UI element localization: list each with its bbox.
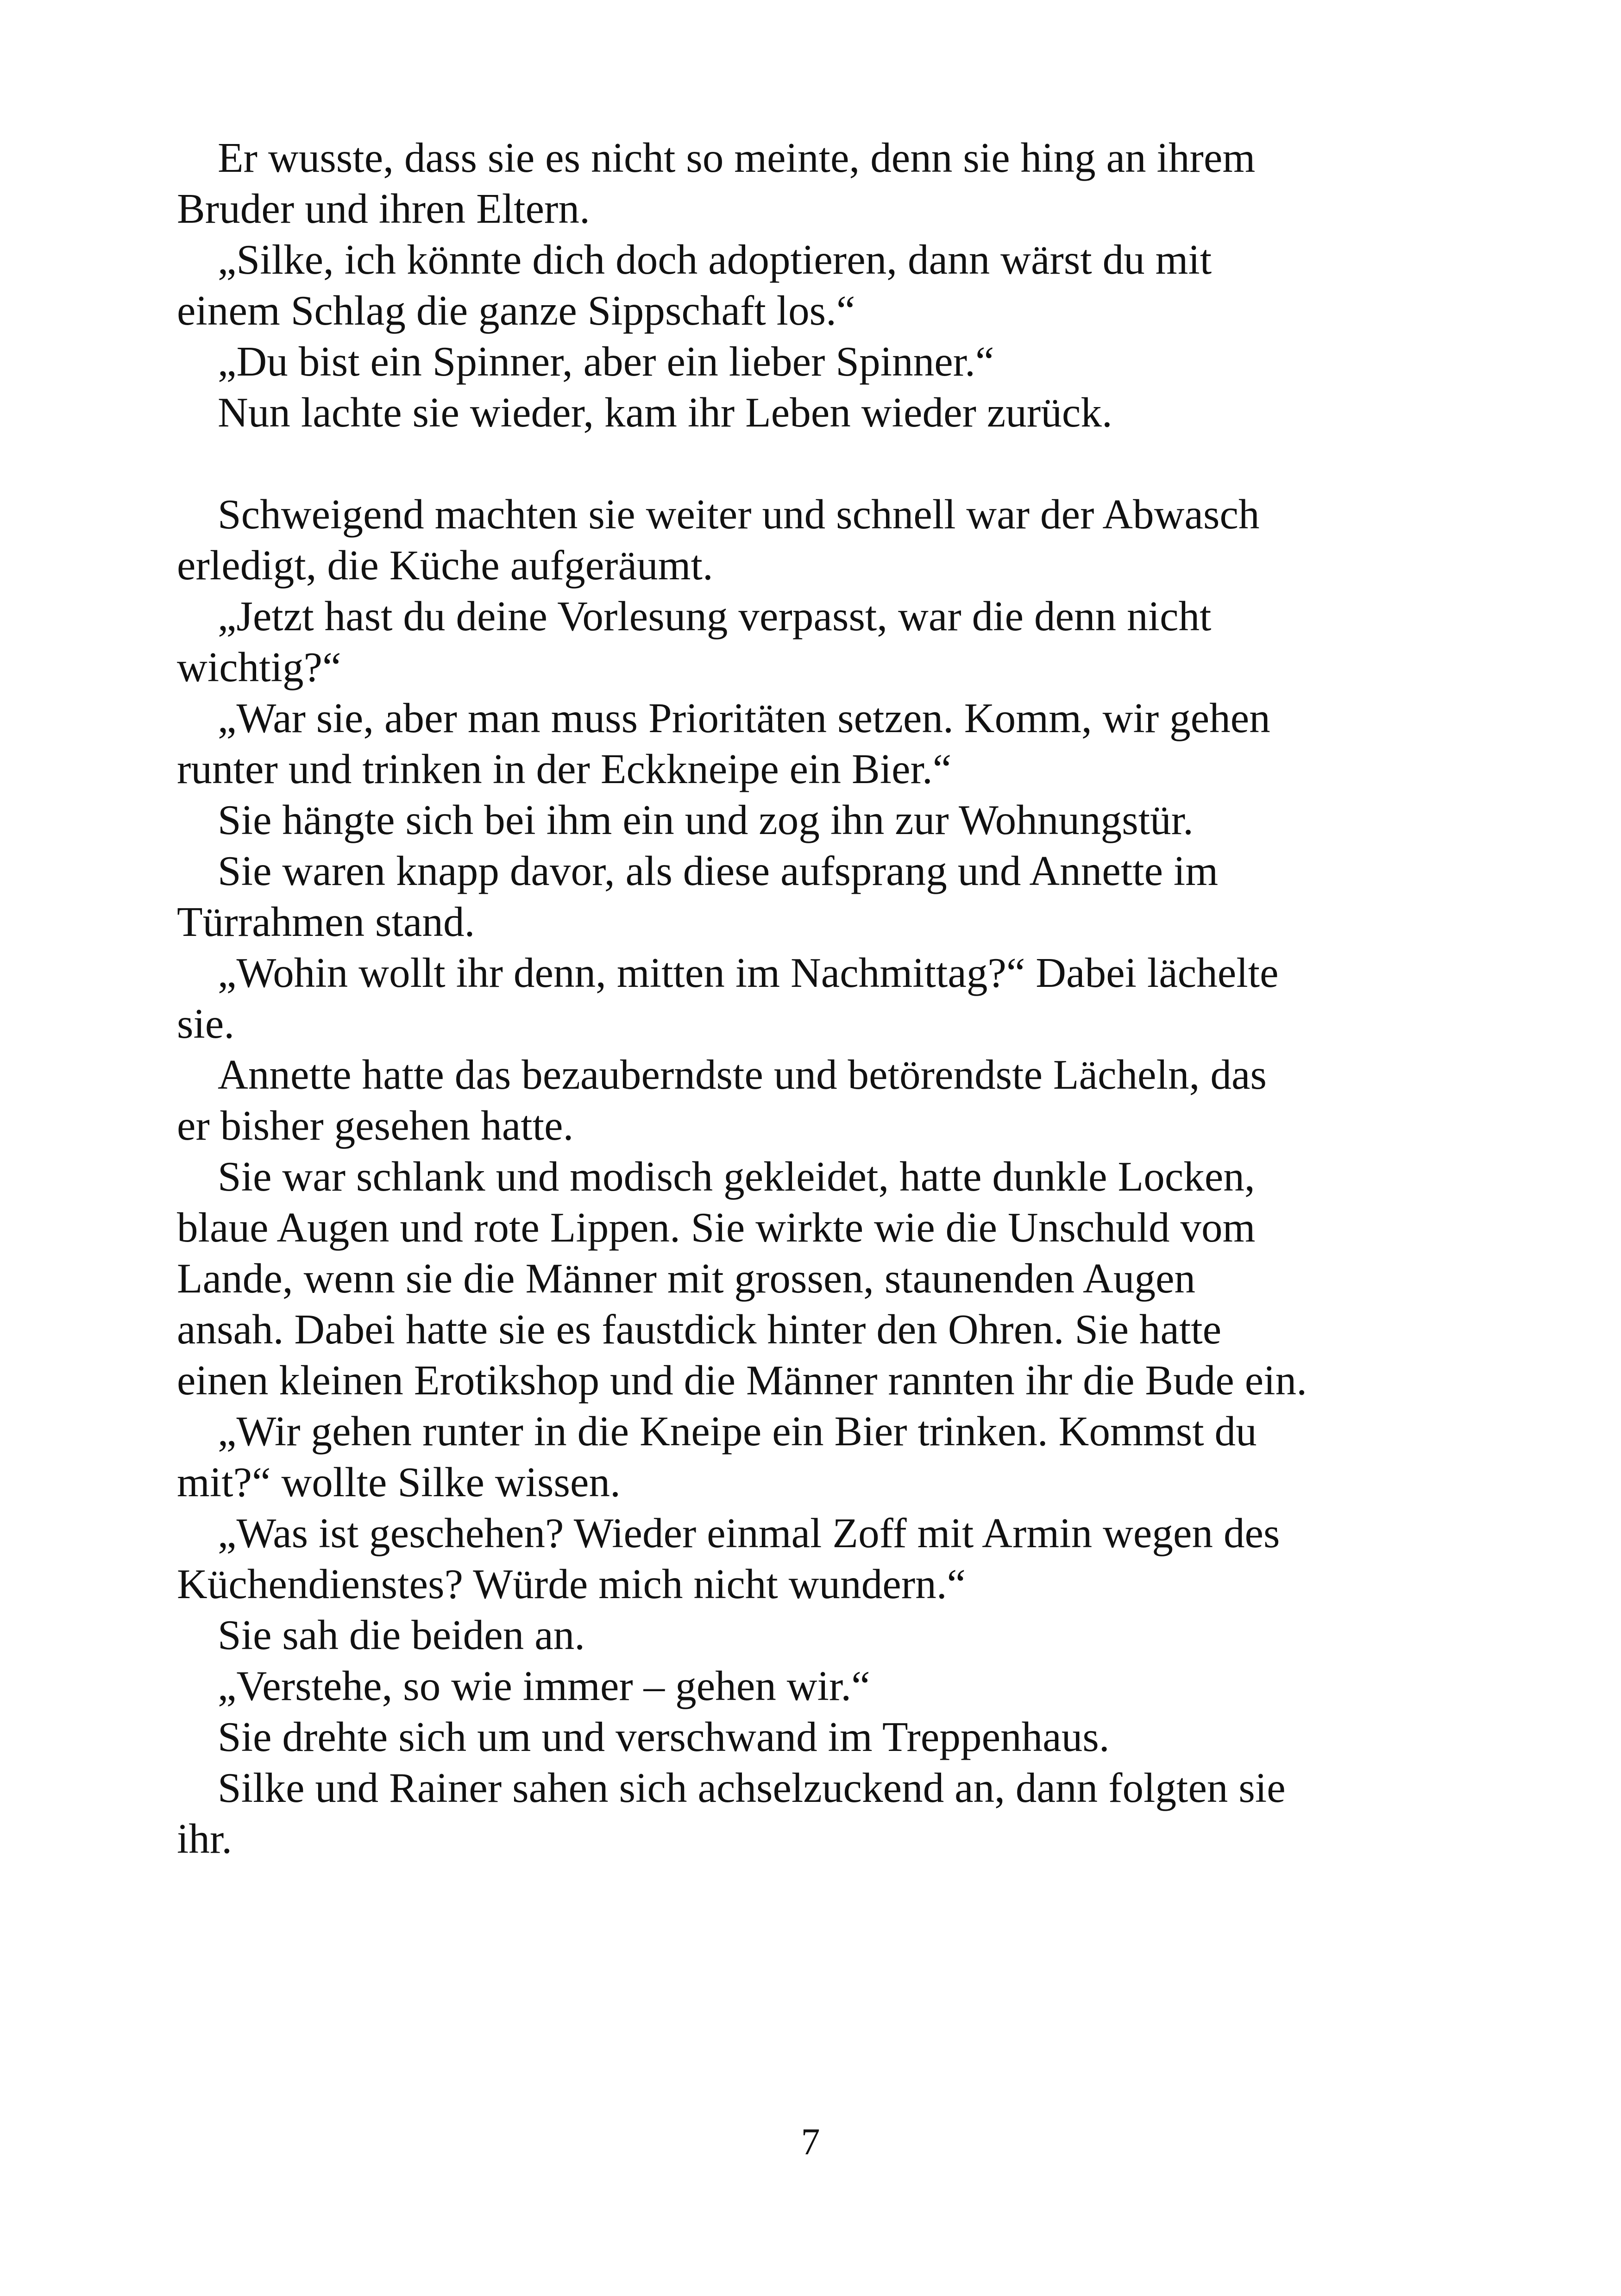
text-line: „Wir gehen runter in die Kneipe ein Bier trinken. Kommst du (218, 1408, 1257, 1455)
text-line: sie. (177, 1000, 235, 1047)
text-line: einen kleinen Erotikshop und die Männer rannten ihr die Bude ein. (177, 1357, 1307, 1404)
text-line: Sie drehte sich um und verschwand im Treppenhaus. (218, 1713, 1110, 1760)
text-line: „Was ist geschehen? Wieder einmal Zoff mit Armin wegen des (218, 1510, 1280, 1556)
text-line: Nun lachte sie wieder, kam ihr Leben wieder zurück. (218, 389, 1112, 436)
text-line: er bisher gesehen hatte. (177, 1102, 574, 1149)
text-line: „Verstehe, so wie immer – gehen wir.“ (218, 1662, 870, 1709)
text-line: blaue Augen und rote Lippen. Sie wirkte wie die Unschuld vom (177, 1204, 1256, 1251)
text-line: „Wohin wollt ihr denn, mitten im Nachmittag?“ Dabei lächelte (218, 949, 1279, 996)
text-line: Silke und Rainer sahen sich achselzuckend an, dann folgten sie (218, 1764, 1286, 1811)
text-line: einem Schlag die ganze Sippschaft los.“ (177, 287, 855, 334)
text-line: ansah. Dabei hatte sie es faustdick hinter den Ohren. Sie hatte (177, 1306, 1222, 1353)
text-line: Küchendienstes? Würde mich nicht wundern.“ (177, 1561, 966, 1607)
paragraph-gap (177, 438, 1464, 489)
page-number: 7 (801, 2120, 820, 2163)
text-line: „Du bist ein Spinner, aber ein lieber Spinner.“ (218, 338, 994, 385)
text-line: Er wusste, dass sie es nicht so meinte, denn sie hing an ihrem (218, 134, 1256, 181)
text-line: runter und trinken in der Eckkneipe ein Bier.“ (177, 746, 952, 792)
body-text (177, 132, 1464, 1864)
text-line: mit?“ wollte Silke wissen. (177, 1459, 621, 1506)
text-line: Schweigend machten sie weiter und schnell war der Abwasch (218, 491, 1260, 538)
text-line: „Silke, ich könnte dich doch adoptieren, dann wärst du mit (218, 236, 1212, 283)
text-line: Sie war schlank und modisch gekleidet, hatte dunkle Locken, (218, 1153, 1255, 1200)
text-line: „War sie, aber man muss Prioritäten setzen. Komm, wir gehen (218, 695, 1270, 741)
text-line: wichtig?“ (177, 644, 341, 690)
text-line: ihr. (177, 1815, 232, 1862)
text-line: Annette hatte das bezauberndste und betörendste Lächeln, das (218, 1051, 1267, 1098)
text-line: erledigt, die Küche aufgeräumt. (177, 542, 713, 589)
text-line: Sie hängte sich bei ihm ein und zog ihn zur Wohnungstür. (218, 797, 1194, 843)
text-line: Türrahmen stand. (177, 898, 475, 945)
text-line: Bruder und ihren Eltern. (177, 185, 590, 232)
text-line: „Jetzt hast du deine Vorlesung verpasst, war die denn nicht (218, 593, 1212, 640)
text-line: Sie sah die beiden an. (218, 1612, 585, 1658)
text-line: Lande, wenn sie die Männer mit grossen, staunenden Augen (177, 1255, 1196, 1302)
text-line: Sie waren knapp davor, als diese aufsprang und Annette im (218, 847, 1219, 894)
